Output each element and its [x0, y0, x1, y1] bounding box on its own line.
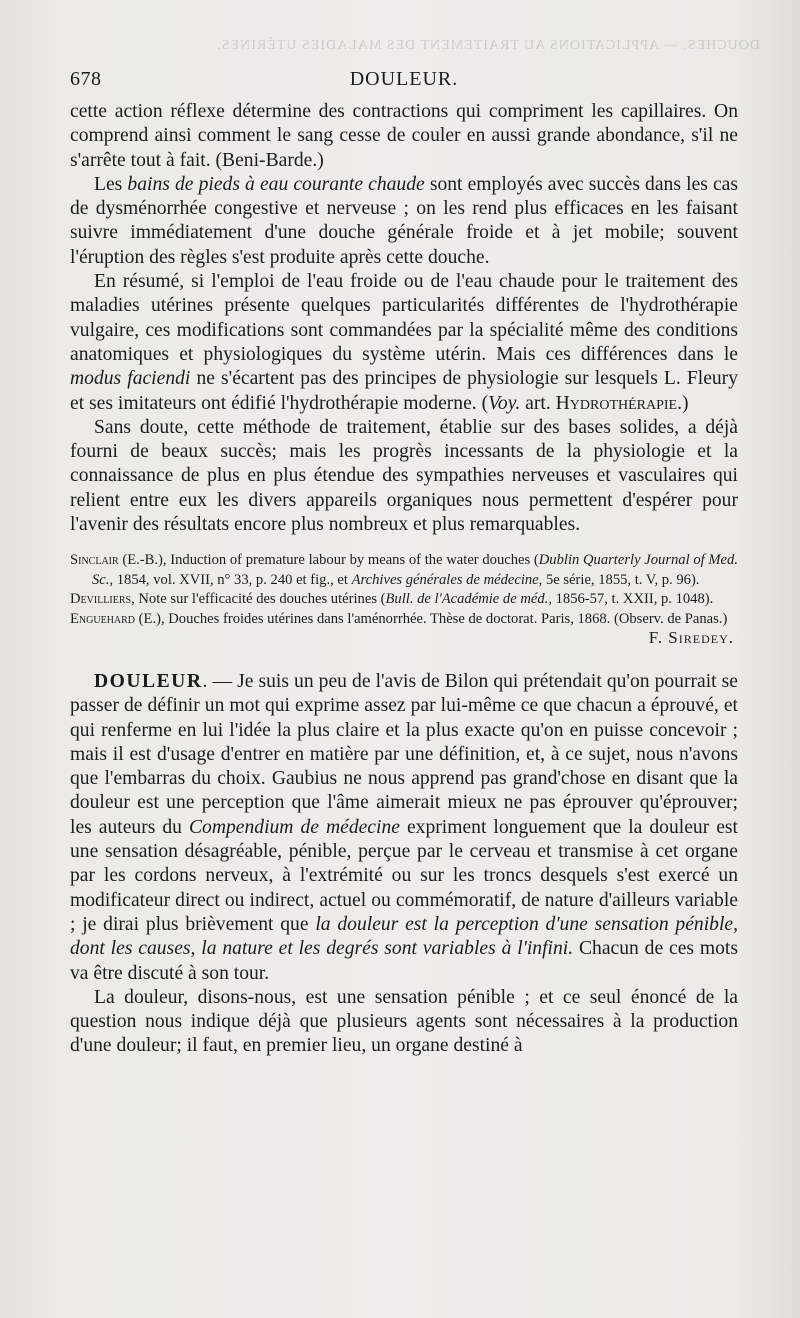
reference-entry: Enguehard (E.), Douches froides utérines dans l'aménorrhée. Thèse de doctorat. Paris, 1868. (Observ. de Panas.) [70, 610, 728, 627]
reference-author: Sinclair [70, 552, 119, 569]
article-headword: DOULEUR [94, 670, 203, 692]
bleed-through-text: DOUCHES. — APPLICATIONS AU TRAITEMENT DES MALADIES UTÉRINES. [216, 38, 760, 53]
reference-author: Devilliers [70, 591, 132, 608]
paragraph: DOULEUR. — Je suis un peu de l'avis de Bilon qui prétendait qu'on pourrait se passer de définir un mot qui exprime assez par lui-même ce que chacun a éprouvé, et qui renferme en lui l'idée la plus claire et la plus exacte qu'on en puisse concevoir ; mais il est d'usage d'entrer en matière par une définition, et, à ce sujet, nous n'avons que l'embarras du choix. Gaubius ne nous apprend pas grand'chose en disant que la douleur est une perception que l'âme aimerait mieux ne pas éprouver qu'éprouver; les auteurs du Compendium de médecine expriment longuement que la douleur est une sensation désagréable, pénible, perçue par le cerveau et transmise à cet organe par les cordons nerveux, à l'extrémité ou sur les troncs desquels s'est exercé un modificateur direct ou indirect, actuel ou commémoratif, de nature d'ailleurs variable ; je dirai plus brièvement que la douleur est la perception d'une sensation pénible, dont les causes, la nature et les degrés sont variables à l'infini. Chacun de ces mots va être discuté à son tour. [70, 670, 739, 984]
reference-author: Enguehard [70, 610, 136, 627]
paragraph: En résumé, si l'emploi de l'eau froide ou de l'eau chaude pour le traitement des maladies utérines présente quelques particularités différentes de l'hydrothérapie vulgaire, ces modifications sont commandées par la spécialité même des conditions anatomiques et physiologiques du système utérin. Mais ces différences dans le modus faciendi ne s'écartent pas des principes de physiologie sur lesquels L. Fleury et ses imitateurs ont édifié l'hydrothérapie moderne. (Voy. art. Hydrothérapie.) [70, 271, 739, 414]
paragraph: cette action réflexe détermine des contractions qui compriment les capillaires. On comprend ainsi comment le sang cesse de couler en aussi grande abondance, s'il ne s'arrête tout à fait. (Beni-Barde.) [70, 101, 738, 171]
reference-entry: Devilliers, Note sur l'efficacité des douches utérines (Bull. de l'Académie de méd., 1856-57, t. XXII, p. 1048). [70, 591, 714, 608]
running-title: DOULEUR. [349, 68, 459, 90]
running-head [70, 62, 738, 94]
reference-entry: Sinclair (E.-B.), Induction of premature labour by means of the water douches (Dublin Quarterly Journal of Med. Sc., 1854, vol. XVII, n° 33, p. 240 et fig., et Archives générales de médecine, 5e série, 1855, t. V, p. 96). [70, 552, 738, 588]
page-number: 678 [70, 68, 102, 90]
paragraph: Les bains de pieds à eau courante chaude sont employés avec succès dans les cas de dysménorrhée congestive et nerveuse ; on les rend plus efficaces en les faisant suivre immédiatement d'une douche générale froide et à jet mobile; souvent l'éruption des règles s'est produite après cette douche. [70, 173, 738, 268]
article-douleur [70, 670, 738, 1059]
paragraph: Sans doute, cette méthode de traitement, établie sur des bases solides, a déjà fourni de beaux succès; mais les progrès incessants de la physiologie et la connaissance de plus en plus étendue des sympathies nerveuses et vasculaires qui relient entre eux les divers appareils organiques nous permettent d'espérer pour l'avenir des résultats encore plus nombreux et plus remarquables. [70, 416, 738, 536]
main-text [70, 100, 738, 537]
bibliography [70, 551, 738, 648]
author-signature: F. Siredey. [648, 627, 734, 647]
paragraph: La douleur, disons-nous, est une sensation pénible ; et ce seul énoncé de la question nous indique déjà que plusieurs agents sont nécessaires à la production d'une douleur; il faut, en premier lieu, un organe destiné à [70, 986, 738, 1057]
